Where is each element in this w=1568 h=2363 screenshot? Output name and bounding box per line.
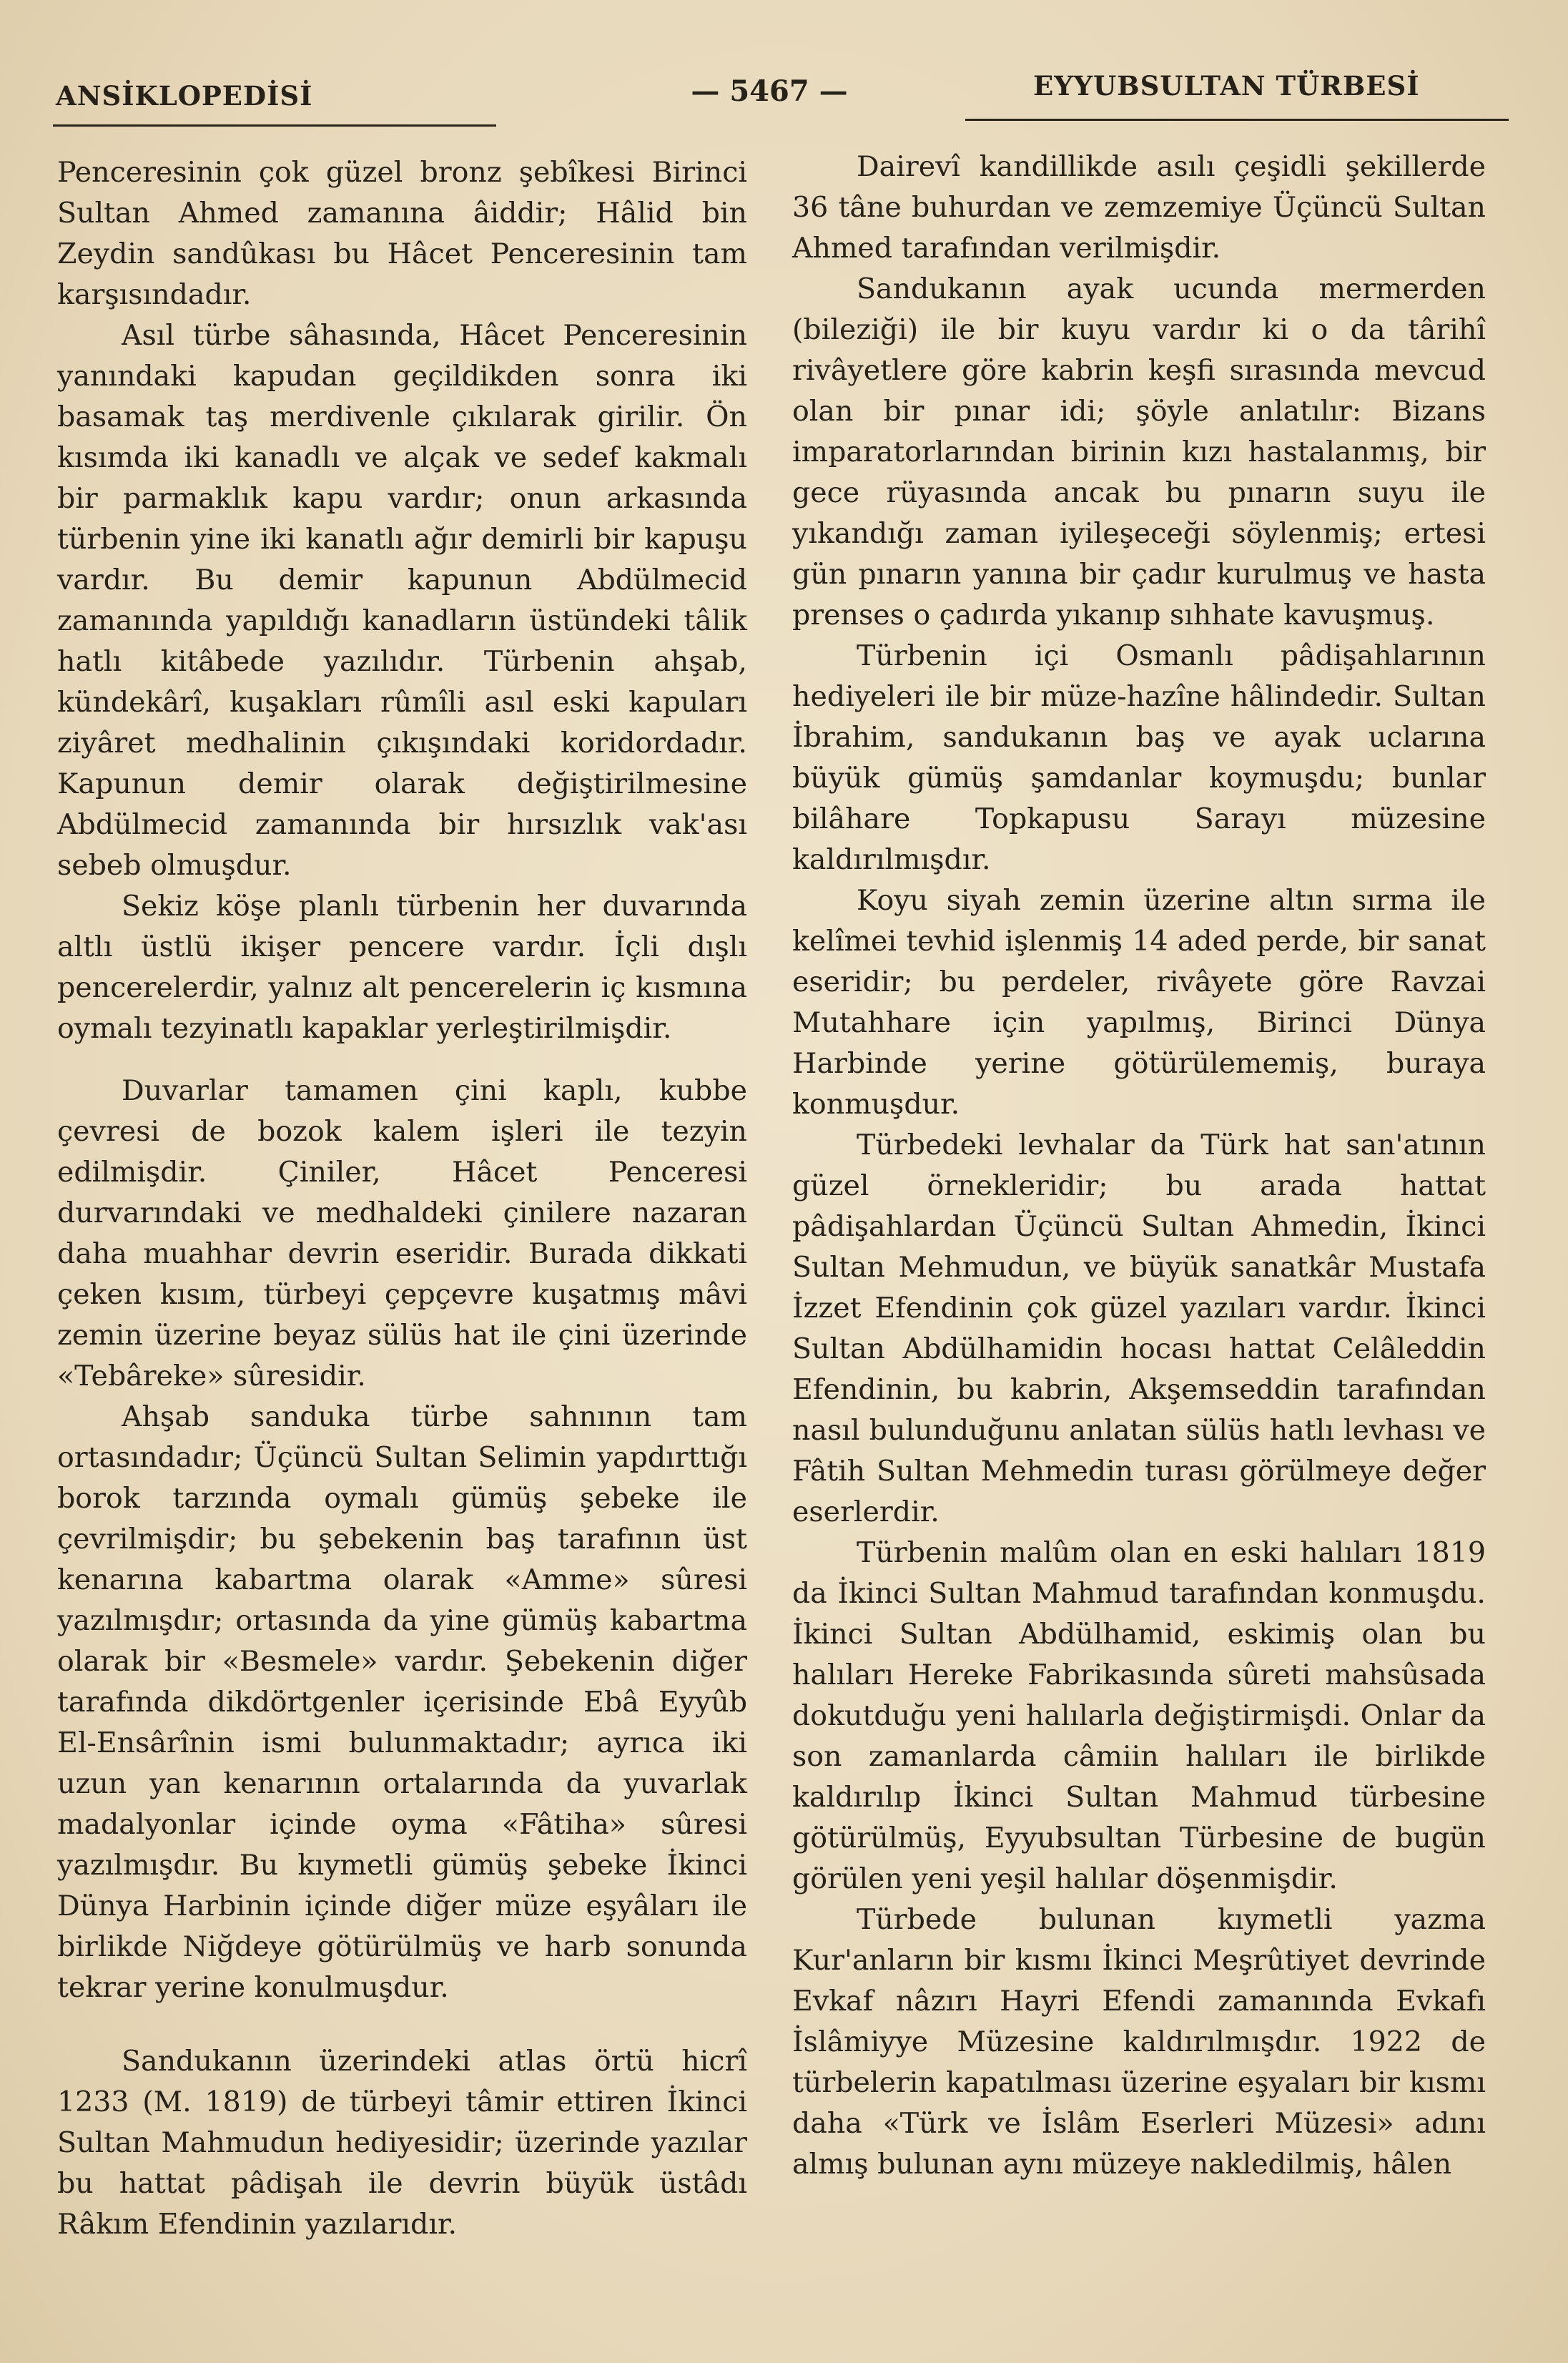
right-column xyxy=(792,147,1486,2185)
left-column xyxy=(57,152,747,2245)
paragraph: Türbenin içi Osmanlı pâdişahlarının hediyeleri ile bir müze-hazîne hâlindedir. Sultan İbrahim, sandukanın baş ve ayak uclarına büyük gümüş şamdanlar koymuşdu; bunlar bilâhare Topkapusu Sarayı müzesine kaldırılmışdır. xyxy=(792,639,1486,876)
header-rule-right xyxy=(965,119,1509,121)
paragraph: Sandukanın ayak ucunda mermerden (bileziği) ile bir kuyu vardır ki o da târihî rivâyetlere göre kabrin keşfi sırasında mevcud olan bir pınar idi; şöyle anlatılır: Bizans imparatorlarından birinin kızı hastalanmış, bir gece rüyasında ancak bu pınarın suyu ile yıkandığı zaman iyileşeceği söylenmiş; ertesi gün pınarın yanına bir çadır kurulmuş ve hasta prenses o çadırda yıkanıp sıhhate kavuşmuş. xyxy=(792,272,1486,632)
paragraph: Ahşab sanduka türbe sahnının tam ortasındadır; Üçüncü Sultan Selimin yapdırttığı borok tarzında oymalı gümüş şebeke ile çevrilmişdir; bu şebekenin baş tarafının üst kenarına kabartma olarak «Amme» sûresi yazılmışdır; ortasında da yine gümüş kabartma olarak bir «Besmele» vardır. Şebekenin diğer tarafında dikdörtgenler içerisinde Ebâ Eyyûb El-Ensârînin ismi bulunmaktadır; ayrıca iki uzun yan kenarının ortalarında da yuvarlak madalyonlar içinde oyma «Fâtiha» sûresi yazılmışdır. Bu kıymetli gümüş şebeke İkinci Dünya Harbinin içinde diğer müze eşyâları ile birlikde Niğdeye götürülmüş ve harb sonunda tekrar yerine konulmuşdur. xyxy=(57,1400,747,2004)
paragraph: Dairevî kandillikde asılı çeşidli şekillerde 36 tâne buhurdan ve zemzemiye Üçüncü Sultan Ahmed tarafından verilmişdir. xyxy=(792,150,1486,265)
paragraph: Türbedeki levhalar da Türk hat san'atının güzel örnekleridir; bu arada hattat pâdişahlardan Üçüncü Sultan Ahmedin, İkinci Sultan Mehmudun, ve büyük sanatkâr Mustafa İzzet Efendinin çok güzel yazıları vardır. İkinci Sultan Abdülhamidin hocası hattat Celâleddin Efendinin, bu kabrin, Akşemseddin tarafından nasıl bulunduğunu anlatan sülüs hatlı levhası ve Fâtih Sultan Mehmedin turası görülmeye değer eserlerdir. xyxy=(792,1129,1486,1528)
paragraph: Duvarlar tamamen çini kaplı, kubbe çevresi de bozok kalem işleri ile tezyin edilmişdir. Çiniler, Hâcet Penceresi durvarındaki ve medhaldeki çinilere nazaran daha muahhar devrin eseridir. Burada dikkati çeken kısım, türbeyi çepçevre kuşatmış mâvi zemin üzerine beyaz sülüs hat ile çini üzerinde «Tebâreke» sûresidir. xyxy=(57,1074,747,1392)
paragraph: Sekiz köşe planlı türbenin her duvarında altlı üstlü ikişer pencere vardır. İçli dışlı pencerelerdir, yalnız alt pencerelerin iç kısmına oymalı tezyinatlı kapaklar yerleştirilmişdir. xyxy=(57,890,747,1045)
paragraph: Sandukanın üzerindeki atlas örtü hicrî 1233 (M. 1819) de türbeyi tâmir ettiren İkinci Sultan Mahmudun hediyesidir; üzerinde yazılar bu hattat pâdişah ile devrin büyük üstâdı Râkım Efendinin yazılarıdır. xyxy=(57,2045,747,2241)
paragraph: Koyu siyah zemin üzerine altın sırma ile kelîmei tevhid işlenmiş 14 aded perde, bir sanat eseridir; bu perdeler, rivâyete göre Ravzai Mutahhare için yapılmış, Birinci Dünya Harbinde yerine götürülememiş, buraya konmuşdur. xyxy=(792,884,1486,1121)
page-header xyxy=(0,0,1568,122)
paragraph: Türbede bulunan kıymetli yazma Kur'anların bir kısmı İkinci Meşrûtiyet devrinde Evkaf nâzırı Hayri Efendi zamanında Evkafı İslâmiyye Müzesine kaldırılmışdır. 1922 de türbelerin kapatılması üzerine eşyaları bir kısmı daha «Türk ve İslâm Eserleri Müzesi» adını almış bulunan aynı müzeye nakledilmiş, hâlen xyxy=(792,1903,1486,2181)
paragraph: Türbenin malûm olan en eski halıları 1819 da İkinci Sultan Mahmud tarafından konmuşdu. İkinci Sultan Abdülhamid, eskimiş olan bu halıları Hereke Fabrikasında sûreti mahsûsada dokutduğu yeni halılarla değiştirmişdi. Onlar da son zamanlarda câmiin halıları ile birlikde kaldırılıp İkinci Sultan Mahmud türbesine götürülmüş, Eyyubsultan Türbesine de bugün görülen yeni yeşil halılar döşenmişdir. xyxy=(792,1536,1486,1895)
paragraph: Penceresinin çok güzel bronz şebîkesi Birinci Sultan Ahmed zamanına âiddir; Hâlid bin Zeydin sandûkası bu Hâcet Penceresinin tam karşısındadır. xyxy=(57,156,747,311)
header-rule-left xyxy=(53,124,496,127)
header-left-title: ANSİKLOPEDİSİ xyxy=(56,80,313,112)
paragraph: Asıl türbe sâhasında, Hâcet Penceresinin yanındaki kapudan geçildikden sonra iki basamak taş merdivenle çıkılarak girilir. Ön kısımda iki kanadlı ve alçak ve sedef kakmalı bir parmaklık kapu vardır; onun arkasında türbenin yine iki kanatlı ağır demirli bir kapuşu vardır. Bu demir kapunun Abdülmecid zamanında yapıldığı kanadların üstündeki tâlik hatlı kitâbede yazılıdır. Türbenin ahşab, kündekârî, kuşakları rûmîli asıl eski kapuları ziyâret medhalinin çıkışındaki koridordadır. Kapunun demir olarak değiştirilmesine Abdülmecid zamanında bir hırsızlık vak'ası sebeb olmuşdur. xyxy=(57,319,747,882)
header-right-title: EYYUBSULTAN TÜRBESİ xyxy=(1033,70,1420,102)
page-number: — 5467 — xyxy=(691,74,848,108)
